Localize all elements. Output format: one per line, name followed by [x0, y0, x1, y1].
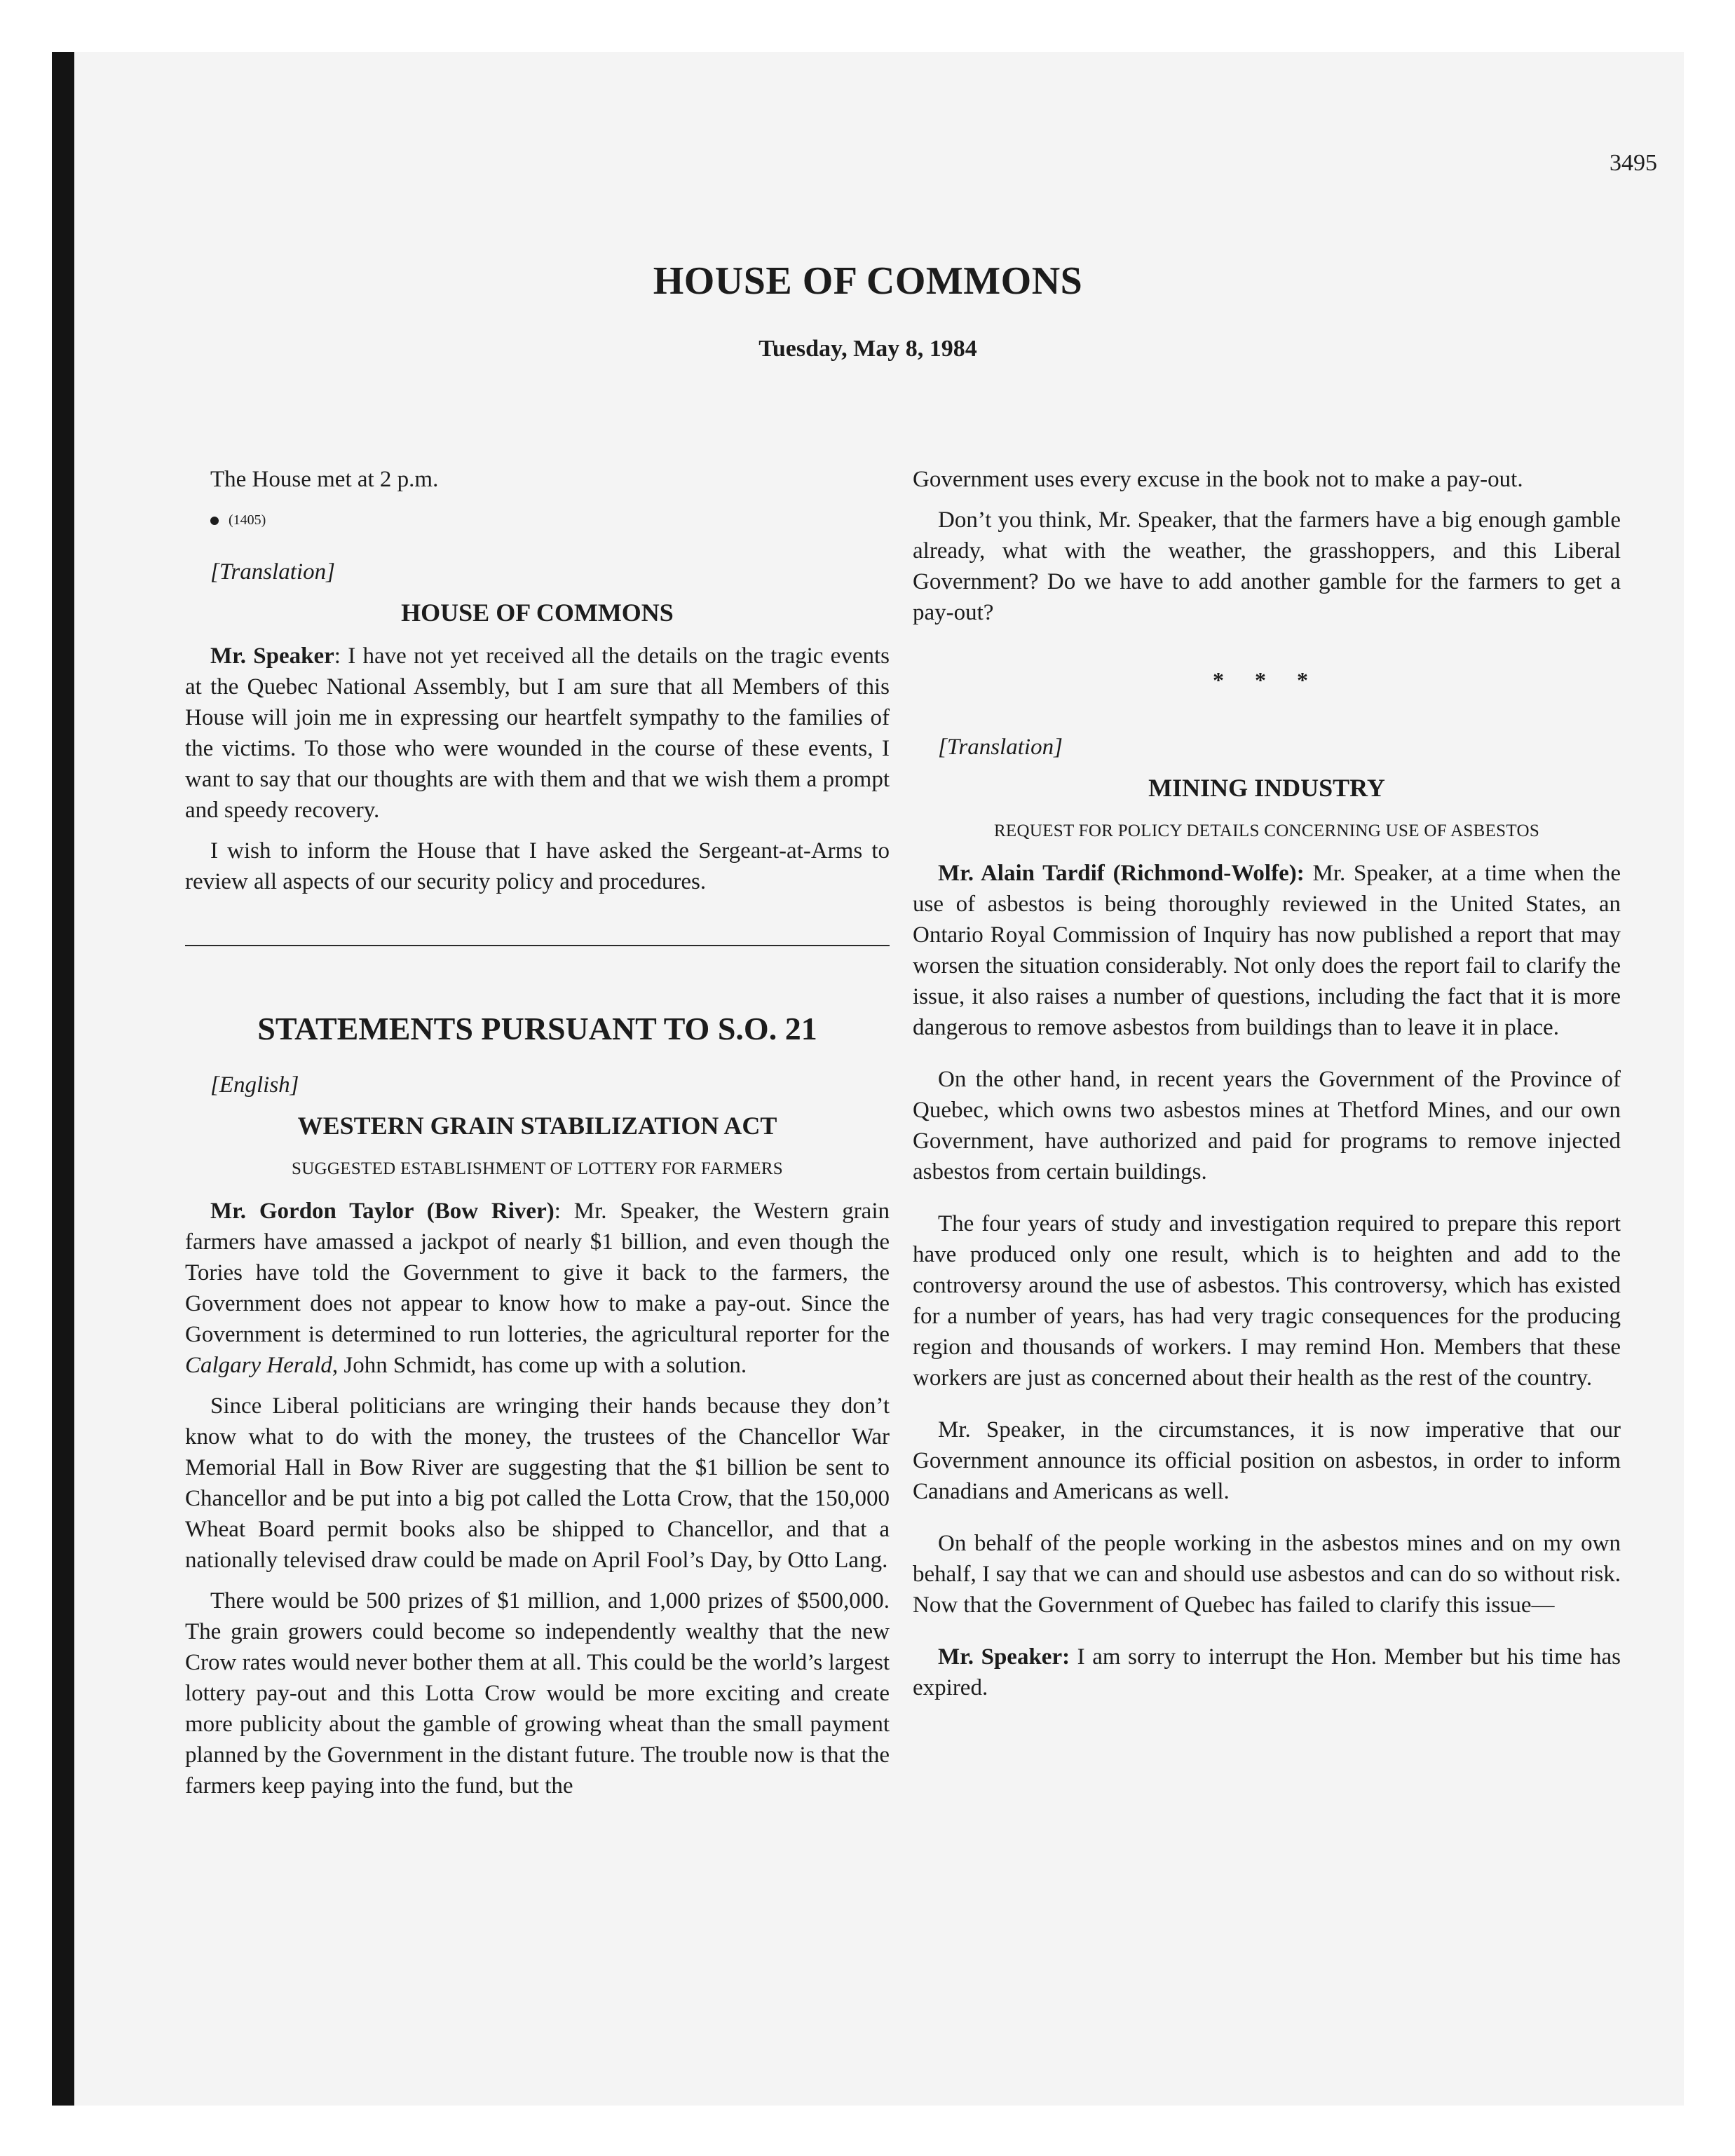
- tardif-text: Mr. Speaker, at a time when the use of asbestos is being thoroughly reviewed in the United States, an Ontario Royal Commission of Inquiry has now published a report that may worsen the situation considerably. Not only does the report fail to clarify the issue, it also raises a number of questions, including the fact that it is more dangerous to remove asbestos from buildings than to leave it in place.: [913, 861, 1621, 1040]
- liberal-paragraph: Since Liberal politicians are wringing their hands because they don’t know what to do with the money, the trustees of the Chancellor War Memorial Hall in Bow River are suggesting that the $1 billion be sent to Chancellor and be put into a big pot called the Lotta Crow, that the 150,000 Wheat Board permit books also be shipped to Chancellor, and that a nationally televised draw could be made on April Fool’s Day, by Otto Lang.: [185, 1393, 890, 1573]
- heading-house-of-commons: HOUSE OF COMMONS: [401, 599, 674, 627]
- tardif-label: Mr. Alain Tardif (Richmond-Wolfe):: [938, 861, 1305, 886]
- time-marker: [185, 505, 890, 535]
- separator-stars: * * *: [1213, 667, 1321, 692]
- taylor-statement: [185, 1196, 890, 1381]
- security-review-paragraph: I wish to inform the House that I have asked the Sergeant-at-Arms to review all aspects of our security policy and procedures.: [185, 838, 890, 894]
- speaker-label-right: Mr. Speaker:: [938, 1644, 1070, 1670]
- behalf-paragraph: On behalf of the people working in the asbestos mines and on my own behalf, I say that we can and should use asbestos and can do so without risk. Now that the Government of Quebec has failed to clarify this issue—: [913, 1531, 1621, 1618]
- four-years-paragraph: The four years of study and investigation required to prepare this report have produced only one result, which is to heighten and add to the controversy around the use of asbestos. This controversy, which has existed for a number of years, has had very tragic consequences for the producing region and thousands of workers. I may remind Hon. Members that these workers are just as concerned about their health as the rest of the country.: [913, 1211, 1621, 1391]
- page-number: 3495: [1610, 150, 1657, 176]
- bullet-icon: [210, 517, 219, 525]
- speaker-label: Mr. Speaker: [210, 643, 334, 669]
- english-tag: [English]: [210, 1072, 299, 1098]
- speaker-statement-text: : I have not yet received all the details on the tragic events at the Quebec National Assembly, but I am sure that all Members of this House will join me in expressing our heartfelt sympathy to the families of the victims. To those who were wounded in the course of these events, I want to say that our thoughts are with them and that we wish them a prompt and speedy recovery.: [185, 643, 890, 823]
- time-marker-text: (1405): [229, 512, 266, 528]
- gamble-paragraph: Don’t you think, Mr. Speaker, that the farmers have a big enough gamble already, what with the weather, the grasshoppers, and this Liberal Government? Do we have to add another gamble for the farmers to get a pay-out?: [913, 507, 1621, 625]
- opening-line: The House met at 2 p.m.: [210, 467, 439, 492]
- taylor-text-a: : Mr. Speaker, the Western grain farmers have amassed a jackpot of nearly $1 billion, and even though the Tories have told the Government to give it back to the farmers, the Government does not appear to know how to make a pay-out. Since the Government is determined to run lotteries, the agricultural reporter for the: [185, 1199, 890, 1347]
- speaker-statement: [185, 641, 890, 826]
- taylor-text-b: , John Schmidt, has come up with a solution.: [332, 1353, 747, 1378]
- sitting-date: Tuesday, May 8, 1984: [758, 336, 977, 362]
- translation-tag: [Translation]: [210, 559, 335, 585]
- subject-subheading-lottery: SUGGESTED ESTABLISHMENT OF LOTTERY FOR FARMERS: [292, 1159, 783, 1178]
- imperative-paragraph: Mr. Speaker, in the circumstances, it is now imperative that our Government announce its official position on asbestos, in order to inform Canadians and Americans as well.: [913, 1417, 1621, 1504]
- left-column: [185, 464, 890, 1811]
- taylor-label: Mr. Gordon Taylor (Bow River): [210, 1199, 554, 1224]
- hansard-page: [52, 52, 1684, 2106]
- tardif-statement: [913, 858, 1621, 1043]
- newspaper-name: Calgary Herald: [185, 1353, 332, 1378]
- subject-heading-grain: WESTERN GRAIN STABILIZATION ACT: [297, 1112, 777, 1140]
- other-hand-paragraph: On the other hand, in recent years the Government of the Province of Quebec, which owns two asbestos mines at Thetford Mines, and our own Government, have authorized and paid for programs to remove injected asbestos from certain buildings.: [913, 1067, 1621, 1185]
- speaker-interrupt-text: I am sorry to interrupt the Hon. Member but his time has expired.: [913, 1644, 1621, 1700]
- page-title: HOUSE OF COMMONS: [653, 259, 1083, 303]
- subject-heading-mining: MINING INDUSTRY: [1148, 774, 1385, 802]
- translation-tag-right: [Translation]: [938, 735, 1063, 760]
- continuation-paragraph: Government uses every excuse in the book not to make a pay-out.: [913, 467, 1523, 492]
- subject-subheading-asbestos: REQUEST FOR POLICY DETAILS CONCERNING USE OF ASBESTOS: [993, 821, 1540, 840]
- section-divider: [185, 945, 890, 946]
- prizes-paragraph: There would be 500 prizes of $1 million, and 1,000 prizes of $500,000. The grain growers could become so independently wealthy that the new Crow rates would never bother them at all. This could be the world’s largest lottery pay-out and this Lotta Crow would be more exciting and create more publicity about the gamble of growing wheat than the small payment planned by the Government in the distant future. The trouble now is that the farmers keep paying into the fund, but the: [185, 1588, 890, 1799]
- speaker-interrupt: [913, 1642, 1621, 1703]
- right-column: [913, 464, 1621, 1713]
- section-heading: STATEMENTS PURSUANT TO S.O. 21: [257, 1011, 817, 1046]
